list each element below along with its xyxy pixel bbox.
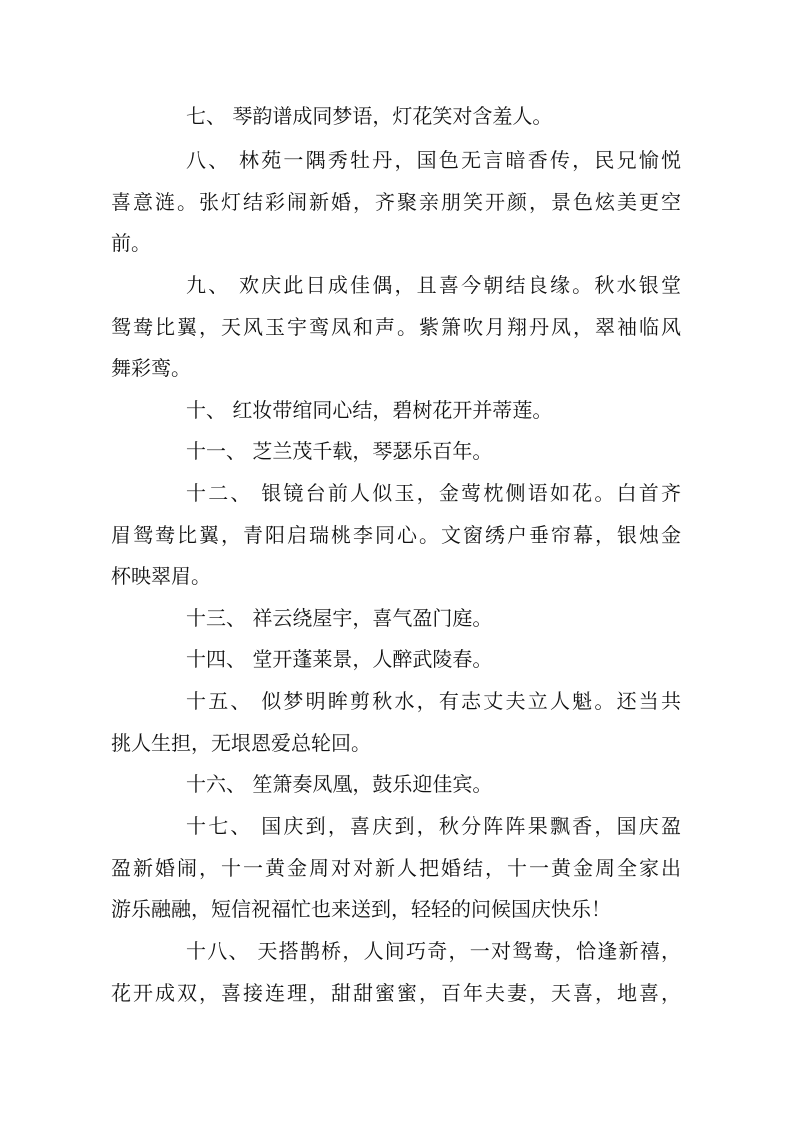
paragraph-18-line-2: 花开成双，喜接连理，甜甜蜜蜜，百年夫妻，天喜，地喜， xyxy=(111,981,681,1005)
paragraph-9-line-1: 九、 欢庆此日成佳偶，且喜今朝结良缘。秋水银堂 xyxy=(186,273,681,297)
paragraph-8-line-3: 前。 xyxy=(111,231,151,255)
paragraph-9-line-2: 鸳鸯比翼，天风玉宇鸾凤和声。紫箫吹月翔丹凤，翠袖临风 xyxy=(111,315,681,339)
paragraph-15-line-2: 挑人生担，无垠恩爱总轮回。 xyxy=(111,731,371,755)
paragraph-13: 十三、 祥云绕屋宇，喜气盈门庭。 xyxy=(186,606,493,630)
paragraph-18-line-1: 十八、 天搭鹊桥，人间巧奇，一对鸳鸯，恰逢新禧， xyxy=(186,939,681,963)
paragraph-16: 十六、 笙箫奏凤凰，鼓乐迎佳宾。 xyxy=(186,772,493,796)
paragraph-14: 十四、 堂开蓬莱景，人醉武陵春。 xyxy=(186,647,493,671)
paragraph-8-line-1: 八、 林苑一隅秀牡丹，国色无言暗香传，民兄愉悦 xyxy=(186,148,681,172)
paragraph-7: 七、 琴韵谱成同梦语，灯花笑对含羞人。 xyxy=(186,104,553,128)
paragraph-8-line-2: 喜意涟。张灯结彩闹新婚，齐聚亲朋笑开颜，景色炫美更空 xyxy=(111,190,681,214)
paragraph-17-line-1: 十七、 国庆到，喜庆到，秋分阵阵果飘香，国庆盈 xyxy=(186,814,681,838)
paragraph-15-line-1: 十五、 似梦明眸剪秋水，有志丈夫立人魁。还当共 xyxy=(186,689,681,713)
paragraph-11: 十一、 芝兰茂千载，琴瑟乐百年。 xyxy=(186,439,493,463)
paragraph-9-line-3: 舞彩鸾。 xyxy=(111,356,191,380)
paragraph-12-line-3: 杯映翠眉。 xyxy=(111,564,211,588)
paragraph-10: 十、 红妆带绾同心结，碧树花开并蒂莲。 xyxy=(186,398,553,422)
paragraph-17-line-3: 游乐融融，短信祝福忙也来送到，轻轻的问候国庆快乐！ xyxy=(111,897,611,921)
paragraph-12-line-2: 眉鸳鸯比翼，青阳启瑞桃李同心。文窗绣户垂帘幕，银烛金 xyxy=(111,523,681,547)
paragraph-12-line-1: 十二、 银镜台前人似玉，金莺枕侧语如花。白首齐 xyxy=(186,481,681,505)
paragraph-17-line-2: 盈新婚闹，十一黄金周对对新人把婚结，十一黄金周全家出 xyxy=(111,856,681,880)
